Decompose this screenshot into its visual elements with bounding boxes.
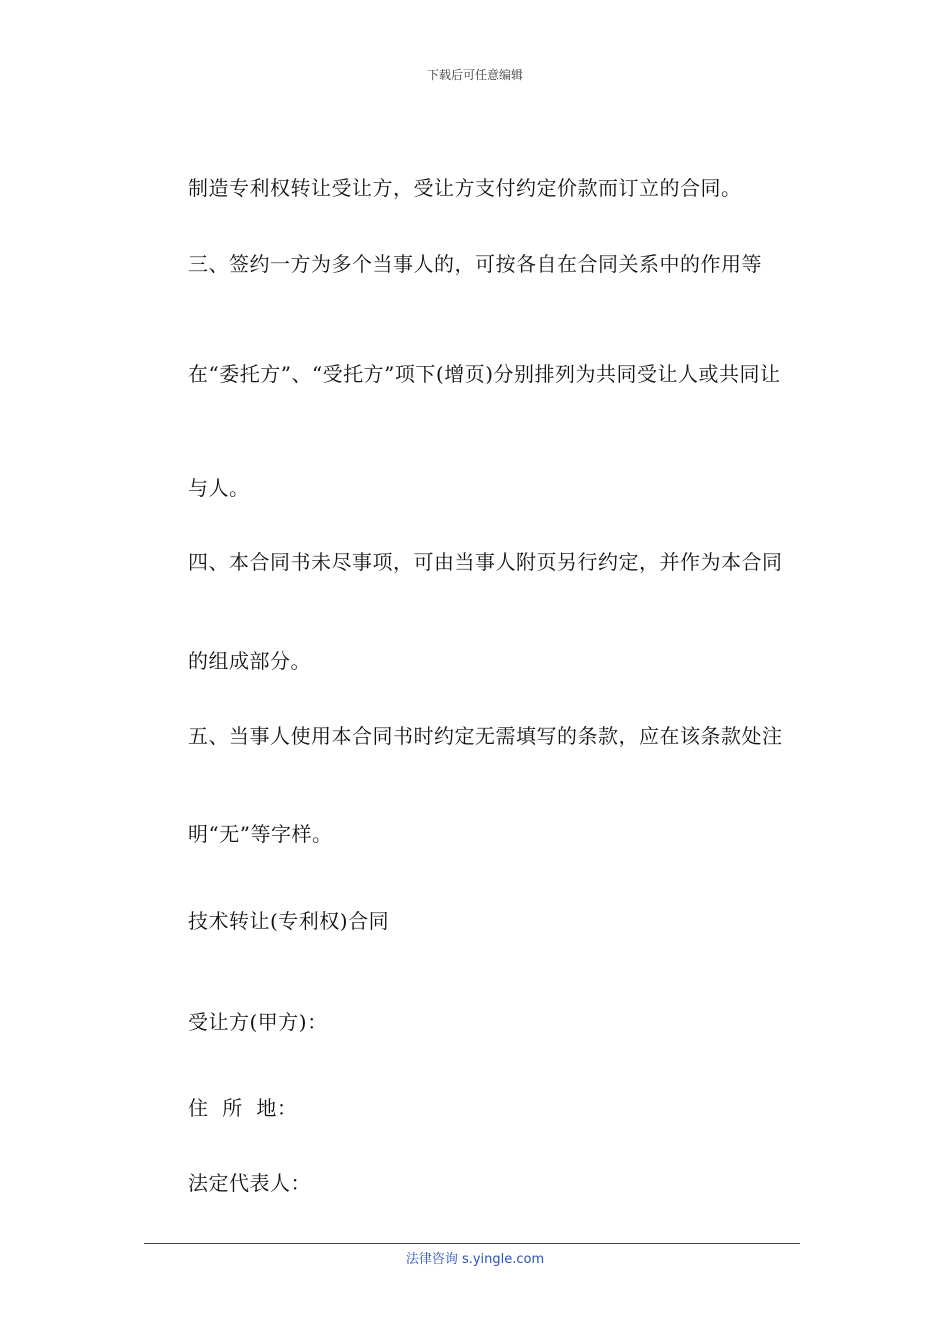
transferee-field: 受让方(甲方)： (188, 1010, 328, 1034)
paragraph-4: 与人。 (188, 476, 250, 500)
paragraph-3: 在“委托方”、“受托方”项下(增页)分别排列为共同受让人或共同让 (188, 362, 781, 386)
paragraph-2: 三、签约一方为多个当事人的，可按各自在合同关系中的作用等 (188, 252, 762, 276)
footer-link[interactable]: 法律咨询 s.yingle.com (405, 1252, 545, 1267)
paragraph-7: 五、当事人使用本合同书时约定无需填写的条款，应在该条款处注 (188, 724, 783, 748)
paragraph-8: 明“无”等字样。 (188, 822, 333, 846)
address-field: 住 所 地： (188, 1096, 298, 1120)
contract-title: 技术转让(专利权)合同 (188, 909, 390, 933)
page-header: 下载后可任意编辑 (426, 68, 523, 82)
paragraph-6: 的组成部分。 (188, 649, 311, 673)
paragraph-1: 制造专利权转让受让方，受让方支付约定价款而订立的合同。 (188, 176, 742, 200)
legal-rep-field: 法定代表人： (188, 1171, 311, 1195)
paragraph-5: 四、本合同书未尽事项，可由当事人附页另行约定，并作为本合同 (188, 550, 783, 574)
footer-divider (144, 1243, 800, 1244)
